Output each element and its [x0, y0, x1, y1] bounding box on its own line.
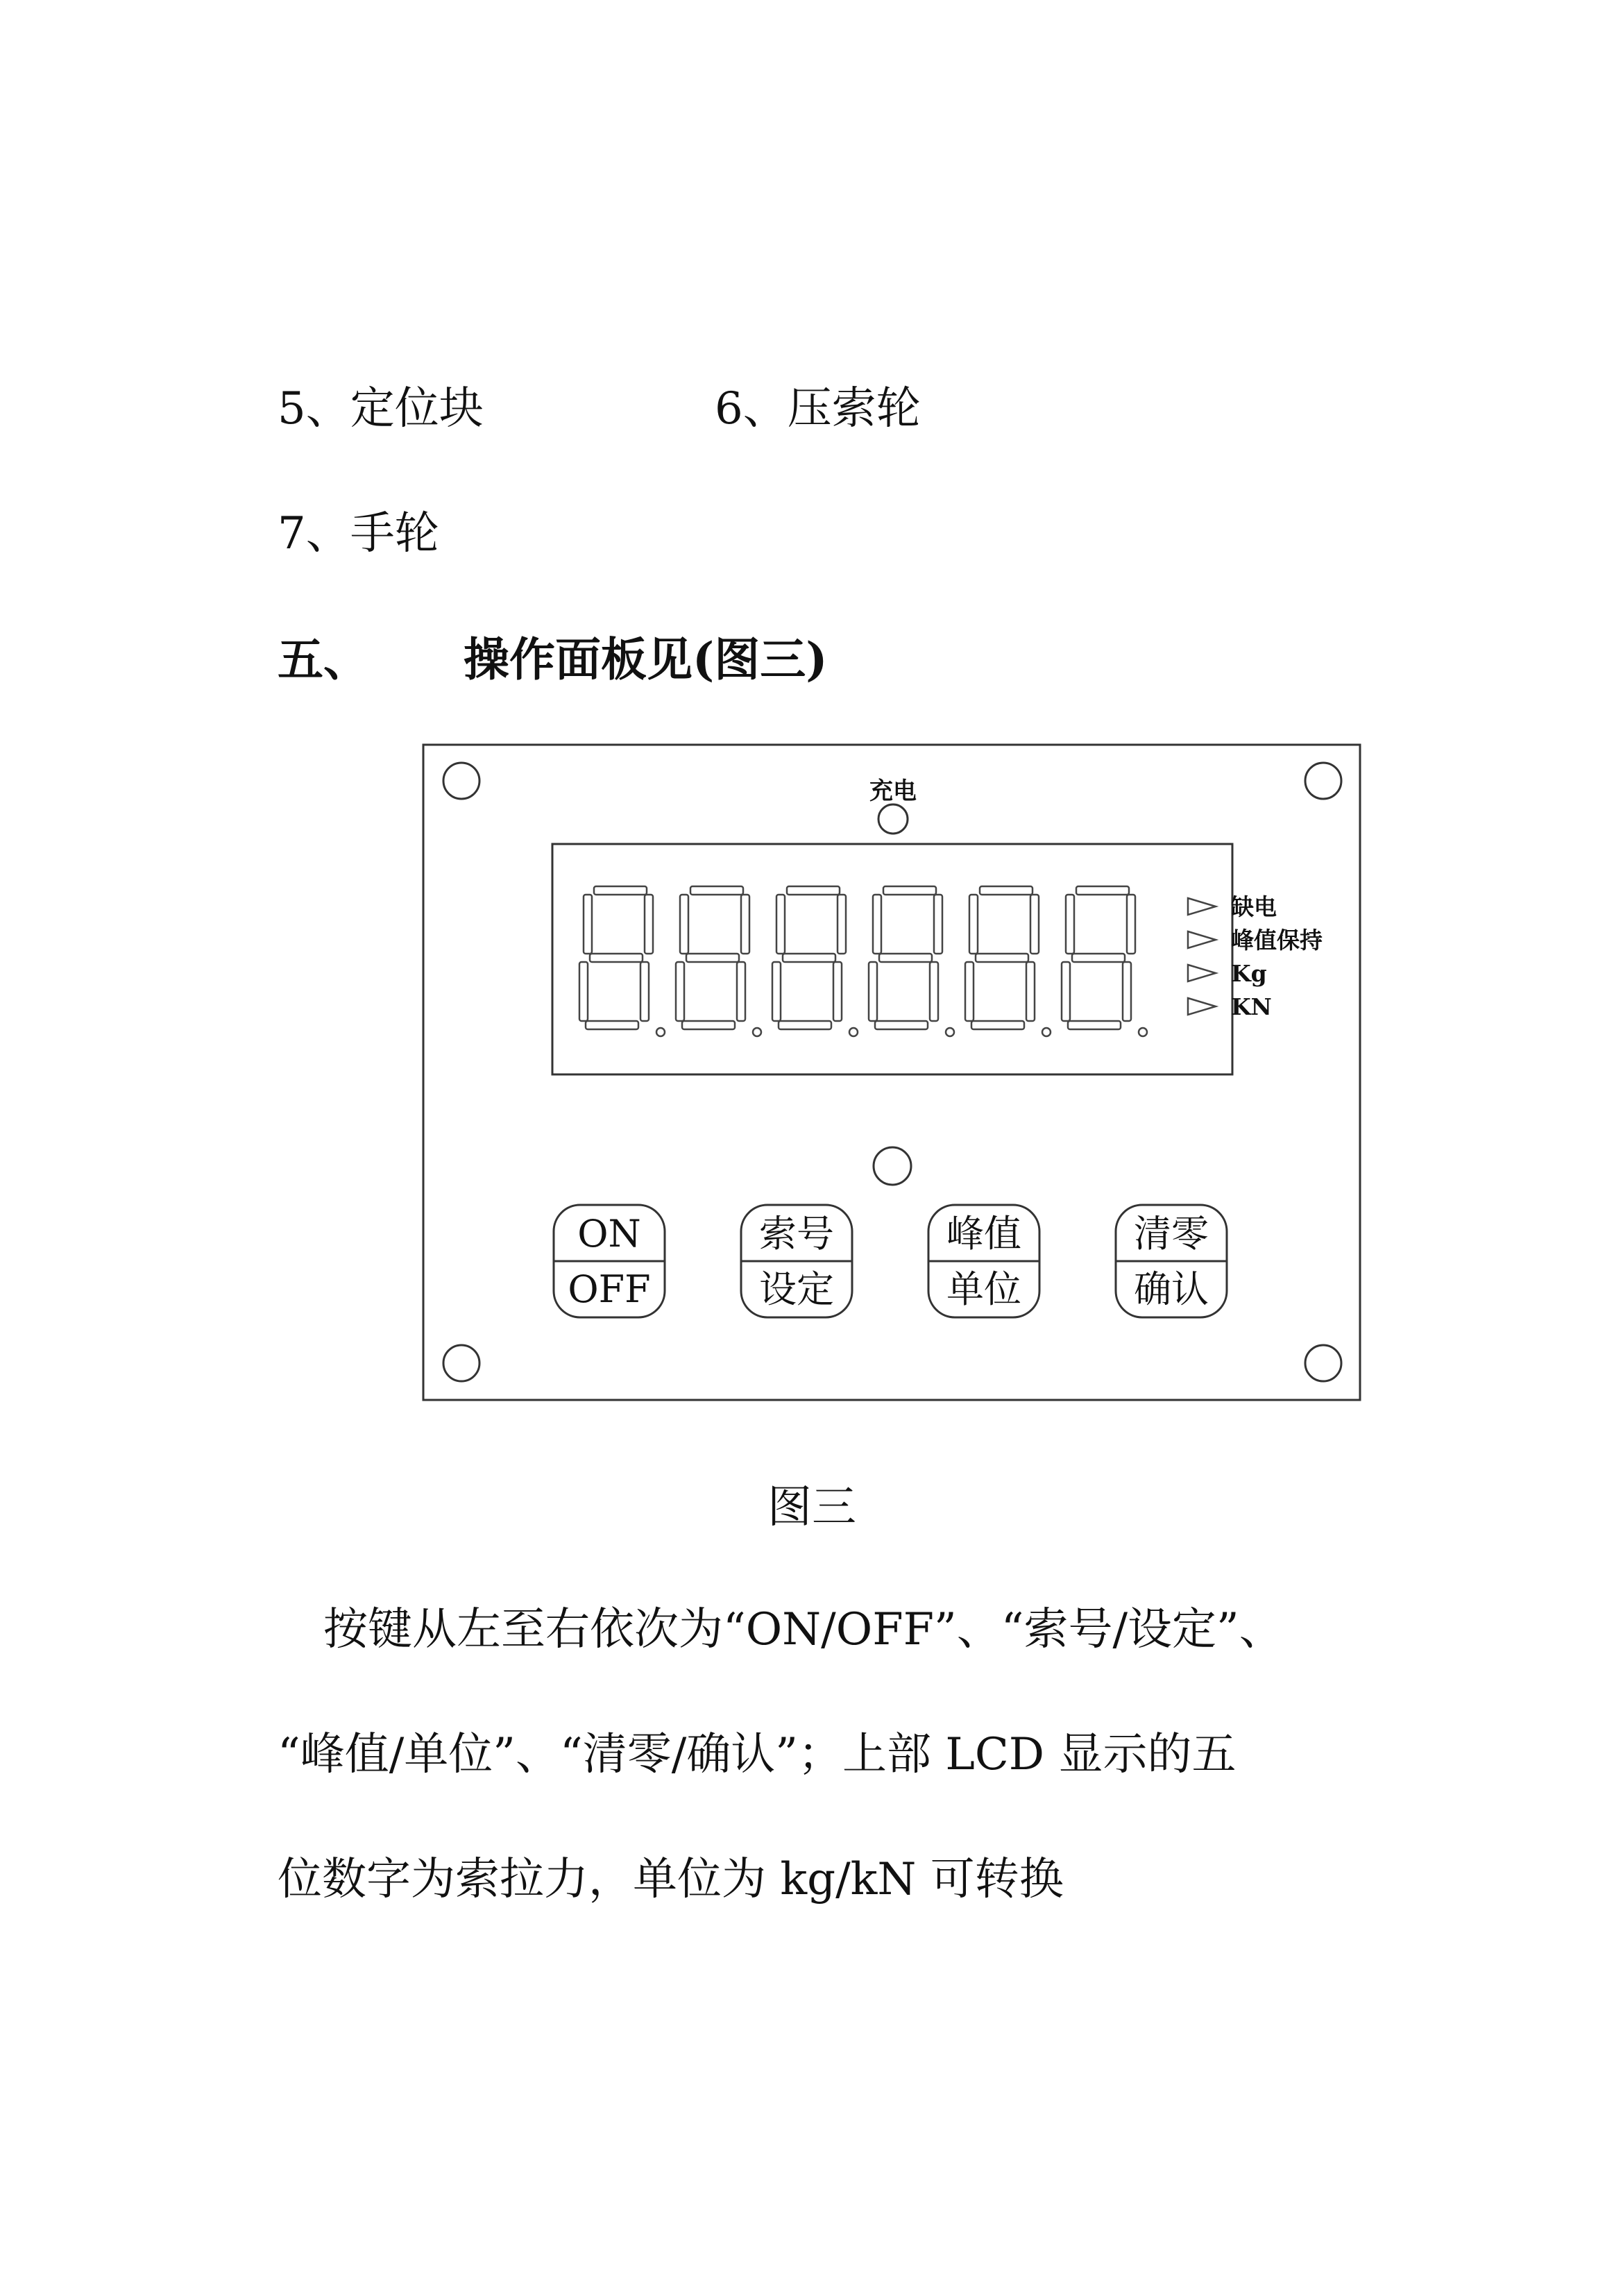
indicator-arrow-icon — [1188, 998, 1216, 1015]
charge-led — [878, 804, 908, 834]
lcd-digit-2 — [676, 886, 761, 1036]
indicator-arrow-icon — [1188, 931, 1216, 948]
mounting-hole-top-left — [443, 763, 479, 799]
lcd-digit-5 — [965, 886, 1051, 1036]
indicator-label: 缺电 — [1231, 893, 1277, 920]
button-row — [554, 1205, 1227, 1317]
mounting-hole-bottom-right — [1305, 1345, 1341, 1381]
indicator-arrow-icon — [1188, 965, 1216, 981]
lcd-display — [552, 844, 1232, 1074]
indicator-label: KN — [1231, 993, 1272, 1020]
decimal-point — [1042, 1028, 1051, 1036]
list-item-5: 5、定位块 — [278, 383, 484, 434]
button-bottom-label: 确认 — [1134, 1267, 1209, 1311]
indicator-arrow-icon — [1188, 898, 1216, 915]
lcd-digit-4 — [869, 886, 954, 1036]
lcd-digit-6 — [1062, 886, 1147, 1036]
button-bottom-label: 单位 — [946, 1267, 1021, 1311]
section-title: 操作面板见(图三) — [464, 632, 828, 686]
decimal-point — [753, 1028, 761, 1036]
charge-label: 充电 — [869, 777, 917, 805]
button-top-label: ON — [577, 1212, 641, 1256]
list-item-6: 6、压索轮 — [715, 383, 921, 434]
indicator-group — [1188, 893, 1323, 1020]
peak-unit-button[interactable] — [928, 1205, 1039, 1317]
paragraph-line-1: 按键从左至右依次为“ON/OFF”、“索号/设定”、 — [323, 1604, 1284, 1655]
lcd-digit-1 — [579, 886, 665, 1036]
on-off-button[interactable] — [554, 1205, 665, 1317]
zero-confirm-button[interactable] — [1116, 1205, 1227, 1317]
decimal-point — [946, 1028, 954, 1036]
mounting-hole-top-right — [1305, 763, 1341, 799]
button-top-label: 峰值 — [946, 1212, 1021, 1256]
button-bottom-label: 设定 — [759, 1267, 834, 1311]
mounting-hole-bottom-left — [443, 1345, 479, 1381]
paragraph-line-3: 位数字为索拉力，单位为 kg/kN 可转换 — [278, 1854, 1064, 1905]
center-led — [874, 1147, 911, 1185]
figure-caption: 图三 — [767, 1482, 856, 1533]
section-number: 五、 — [278, 632, 369, 686]
paragraph-line-2: “峰值/单位”、“清零/确认”；上部 LCD 显示的五 — [278, 1729, 1237, 1780]
button-bottom-label: OFF — [568, 1267, 651, 1311]
seven-segment-digits — [579, 886, 1147, 1036]
decimal-point — [656, 1028, 665, 1036]
button-top-label: 清零 — [1134, 1212, 1209, 1256]
list-item-7: 7、手轮 — [278, 508, 439, 559]
decimal-point — [1139, 1028, 1147, 1036]
indicator-label: 峰值保持 — [1231, 927, 1323, 954]
cable-set-button[interactable] — [741, 1205, 852, 1317]
decimal-point — [849, 1028, 858, 1036]
button-top-label: 索号 — [759, 1212, 834, 1256]
indicator-label: Kg — [1231, 960, 1267, 987]
lcd-digit-3 — [772, 886, 858, 1036]
